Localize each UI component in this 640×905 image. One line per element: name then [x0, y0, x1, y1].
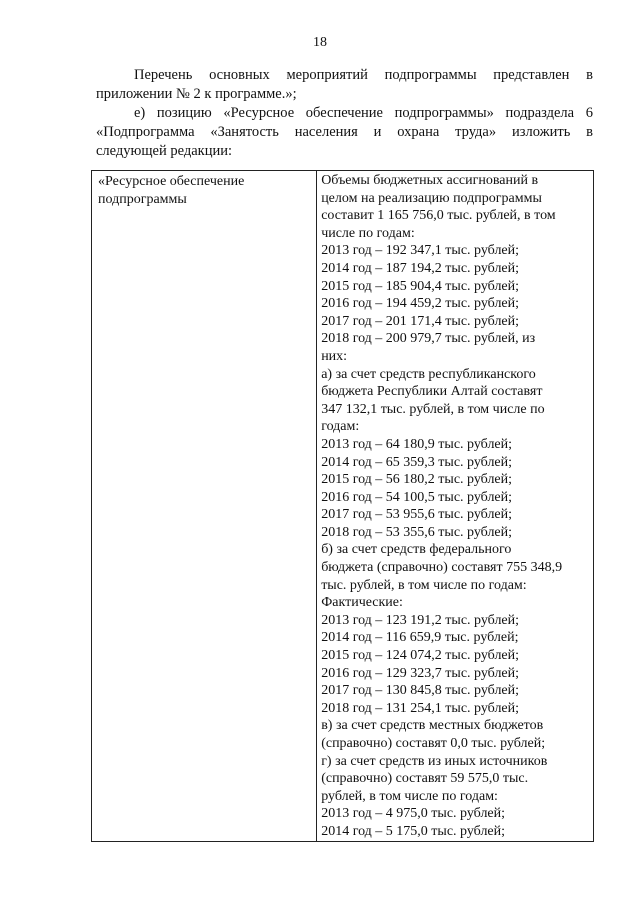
resource-line: 2018 год – 131 254,1 тыс. рублей; [321, 700, 520, 716]
resource-line: 2013 год – 192 347,1 тыс. рублей; [321, 243, 520, 259]
resource-line: 2013 год – 64 180,9 тыс. рублей; [321, 436, 513, 452]
resource-label: «Ресурсное обеспечение подпрограммы [98, 174, 245, 207]
resource-line: (справочно) составят 59 575,0 тыс. [321, 771, 529, 787]
resource-line: 2013 год – 123 191,2 тыс. рублей; [321, 612, 520, 628]
resource-line: 2014 год – 187 194,2 тыс. рублей; [321, 260, 520, 276]
resource-line: б) за счет средств федерального [321, 542, 512, 558]
resource-line: 2015 год – 185 904,4 тыс. рублей; [321, 278, 520, 294]
resource-line: бюджета (справочно) составят 755 348,9 [321, 560, 563, 576]
resource-line: 2018 год – 200 979,7 тыс. рублей, из [321, 331, 536, 347]
resource-line: 2015 год – 124 074,2 тыс. рублей; [321, 648, 520, 664]
resource-details [317, 171, 593, 841]
resource-line: 2017 год – 130 845,8 тыс. рублей; [321, 683, 520, 699]
resource-line: 2013 год – 4 975,0 тыс. рублей; [321, 806, 506, 822]
resource-line: рублей, в том числе по годам: [321, 788, 498, 804]
resource-line: тыс. рублей, в том числе по годам: [321, 577, 527, 593]
resource-line: 2014 год – 65 359,3 тыс. рублей; [321, 454, 513, 470]
resource-line: 2014 год – 116 659,9 тыс. рублей; [321, 630, 519, 646]
page-number: 18 [313, 35, 327, 50]
intro-text [96, 66, 593, 161]
resource-line: 347 132,1 тыс. рублей, в том числе по [321, 401, 545, 417]
intro-paragraph-3: следующей редакции: [96, 143, 233, 159]
resource-line: 2016 год – 129 323,7 тыс. рублей; [321, 665, 520, 681]
resource-table [91, 170, 594, 842]
resource-line: 2015 год – 56 180,2 тыс. рублей; [321, 472, 513, 488]
resource-line: 2017 год – 201 171,4 тыс. рублей; [321, 313, 520, 329]
resource-line: 2018 год – 53 355,6 тыс. рублей; [321, 524, 513, 540]
resource-line: составит 1 165 756,0 тыс. рублей, в том [321, 208, 556, 224]
intro-paragraph-1: Перечень основных мероприятий подпрограммы представлен в приложении № 2 к программе.»; [96, 67, 593, 102]
resource-line: Фактические: [321, 595, 403, 611]
resource-line: Объемы бюджетных ассигнований в [321, 173, 539, 188]
resource-line: целом на реализацию подпрограммы [321, 190, 542, 206]
intro-paragraph-2: е) позицию «Ресурсное обеспечение подпрограммы» подраздела 6 «Подпрограмма «Занятость населения и охрана труда» изложить в [96, 105, 593, 140]
resource-line: а) за счет средств республиканского [321, 366, 536, 382]
resource-line: числе по годам: [321, 225, 415, 241]
resource-line: 2014 год – 5 175,0 тыс. рублей; [321, 823, 506, 839]
resource-line: 2017 год – 53 955,6 тыс. рублей; [321, 507, 513, 523]
resource-line: 2016 год – 54 100,5 тыс. рублей; [321, 489, 513, 505]
resource-line: 2016 год – 194 459,2 тыс. рублей; [321, 296, 520, 312]
resource-line: в) за счет средств местных бюджетов [321, 718, 544, 734]
resource-line: г) за счет средств из иных источников [321, 753, 548, 769]
resource-line: годам: [321, 419, 360, 435]
table-cell-label [92, 171, 317, 842]
table-row [92, 171, 594, 842]
table-cell-content [317, 171, 594, 842]
resource-line: них: [321, 348, 348, 364]
resource-line: бюджета Республики Алтай составят [321, 384, 543, 400]
resource-line: (справочно) составят 0,0 тыс. рублей; [321, 736, 546, 751]
